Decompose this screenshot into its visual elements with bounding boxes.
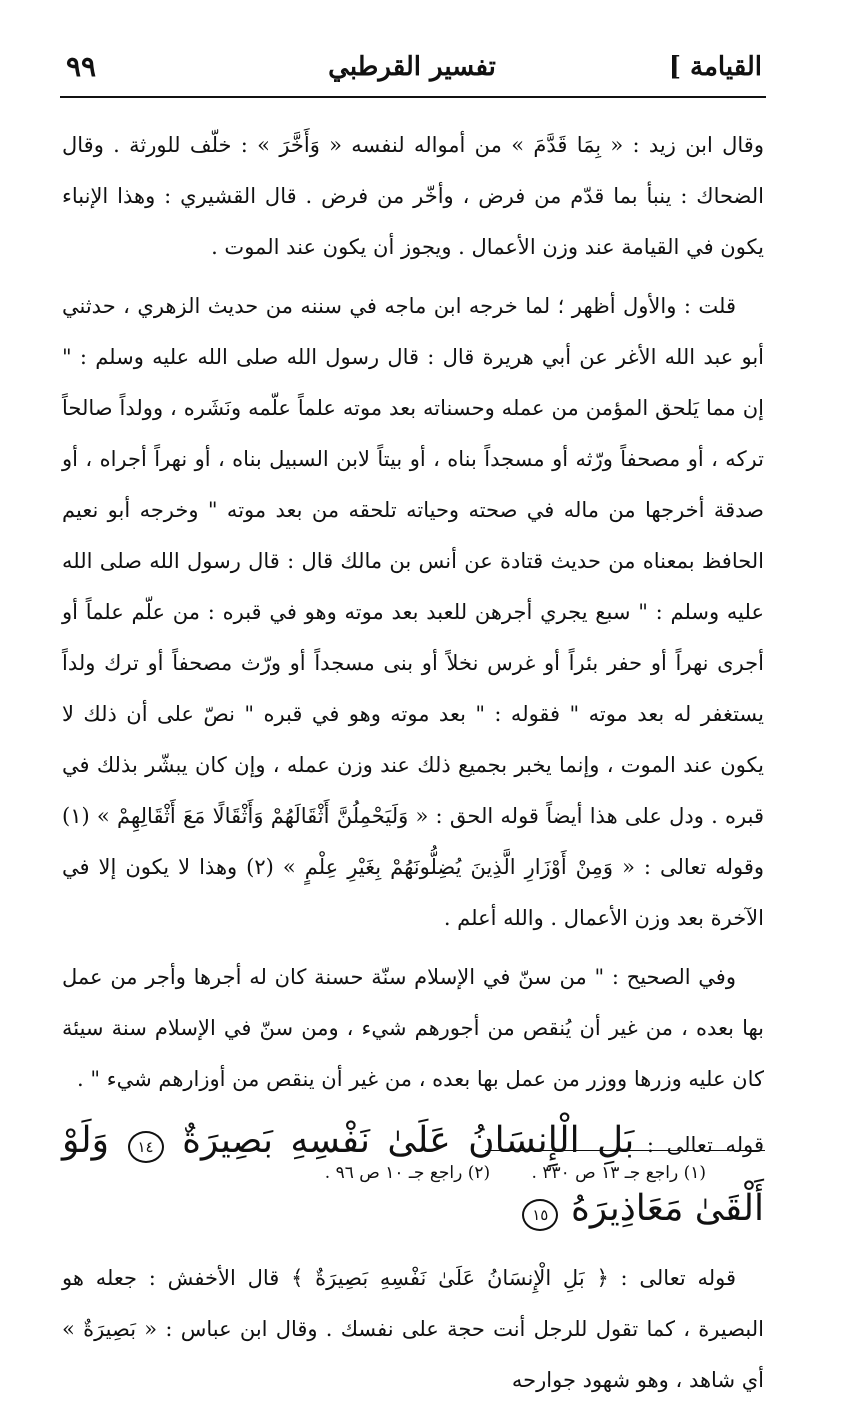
paragraph-1: وقال ابن زيد : « بِمَا قَدَّمَ » من أمواله لنفسه « وَأَخَّرَ » : خلّف للورثة . وقال الضحاك : ينبأ بما قدّم من فرض ، وأخّر من فرض . قال القشيري : وهذا الإنباء يكون في القيامة عند وزن الأعمال . ويجوز أن يكون عند الموت .: [62, 133, 764, 259]
footnote-rule: [485, 1150, 765, 1151]
page-number: ٩٩: [66, 50, 97, 83]
verse-intro: قوله تعالى :: [646, 1133, 764, 1157]
verse-text-15: وَلَوْ أَلْقَىٰ مَعَاذِيرَهُ: [62, 1120, 764, 1229]
footnotes: [200, 1158, 706, 1188]
ayah-number-15: ١٥: [522, 1199, 558, 1231]
running-head-surah: القيامة ]: [668, 52, 762, 82]
paragraph-3: وفي الصحيح : " من سنّ في الإسلام سنّة حسنة كان له أجرها وأجر من عمل بها بعده ، من غير أن يُنقص من أجورهم شيء ، ومن سنّ في الإسلام سنة سيئة كان عليه وزرها ووزر من عمل بها بعده ، من غير أن ينقص من أوزارهم شيء " .: [62, 965, 764, 1091]
verse-text-14: بَلِ الْإِنسَانُ عَلَىٰ نَفْسِهِ بَصِيرَةٌ: [182, 1120, 635, 1161]
main-text: [62, 120, 764, 1406]
paragraph-2: قلت : والأول أظهر ؛ لما خرجه ابن ماجه في سننه من حديث الزهري ، حدثني أبو عبد الله الأغر عن أبي هريرة قال : قال رسول الله صلى الله عليه وسلم : " إن مما يَلحق المؤمن من عمله وحسناته بعد موته علماً علّمه ونَشَره ، وولداً صالحاً تركه ، أو مصحفاً ورّثه أو مسجداً بناه ، أو بيتاً لابن السبيل بناه ، أو نهراً أجراه ، أو صدقة أخرجها من ماله في صحته وحياته تلحقه من بعد موته " وخرجه أبو نعيم الحافظ بمعناه من حديث قتادة عن أنس بن مالك قال : قال رسول الله صلى الله عليه وسلم : " سبع يجري أجرهن للعبد بعد موته وهو في قبره : من علّم علماً أو أجرى نهراً أو حفر بئراً أو غرس نخلاً أو بنى مسجداً أو ورّث مصحفاً أو ترك ولداً يستغفر له بعد موته " فقوله : " بعد موته وهو في قبره " نصّ على أن ذلك لا يكون عند الموت ، وإنما يخبر بجميع ذلك عند وزن عمله ، وإن كان يبشّر بذلك في قبره . ودل على هذا أيضاً قوله الحق : « وَلَيَحْمِلُنَّ أَثْقَالَهُمْ وَأَثْقَالًا مَعَ أَثْقَالِهِمْ » (١) وقوله تعالى : « وَمِنْ أَوْزَارِ الَّذِينَ يُضِلُّونَهُمْ بِغَيْرِ عِلْمٍ » (٢) وهذا لا يكون إلا في الآخرة بعد وزن الأعمال . والله أعلم .: [62, 294, 764, 930]
footnote-1: (١) راجع جـ ١٣ ص ٣٣٠ .: [531, 1163, 706, 1183]
header-rule: [60, 96, 766, 98]
ayah-number-14: ١٤: [128, 1131, 164, 1163]
running-head-title: تفسير القرطبي: [328, 52, 496, 82]
paragraph-4: قوله تعالى : ﴿ بَلِ الْإِنسَانُ عَلَىٰ نَفْسِهِ بَصِيرَةٌ ﴾ قال الأخفش : جعله هو البصيرة ، كما تقول للرجل أنت حجة على نفسك . وقال ابن عباس : « بَصِيرَةٌ » أي شاهد ، وهو شهود جوارحه: [62, 1266, 764, 1392]
footnote-2: (٢) راجع جـ ١٠ ص ٩٦ .: [324, 1163, 491, 1183]
page-header: [62, 44, 762, 94]
